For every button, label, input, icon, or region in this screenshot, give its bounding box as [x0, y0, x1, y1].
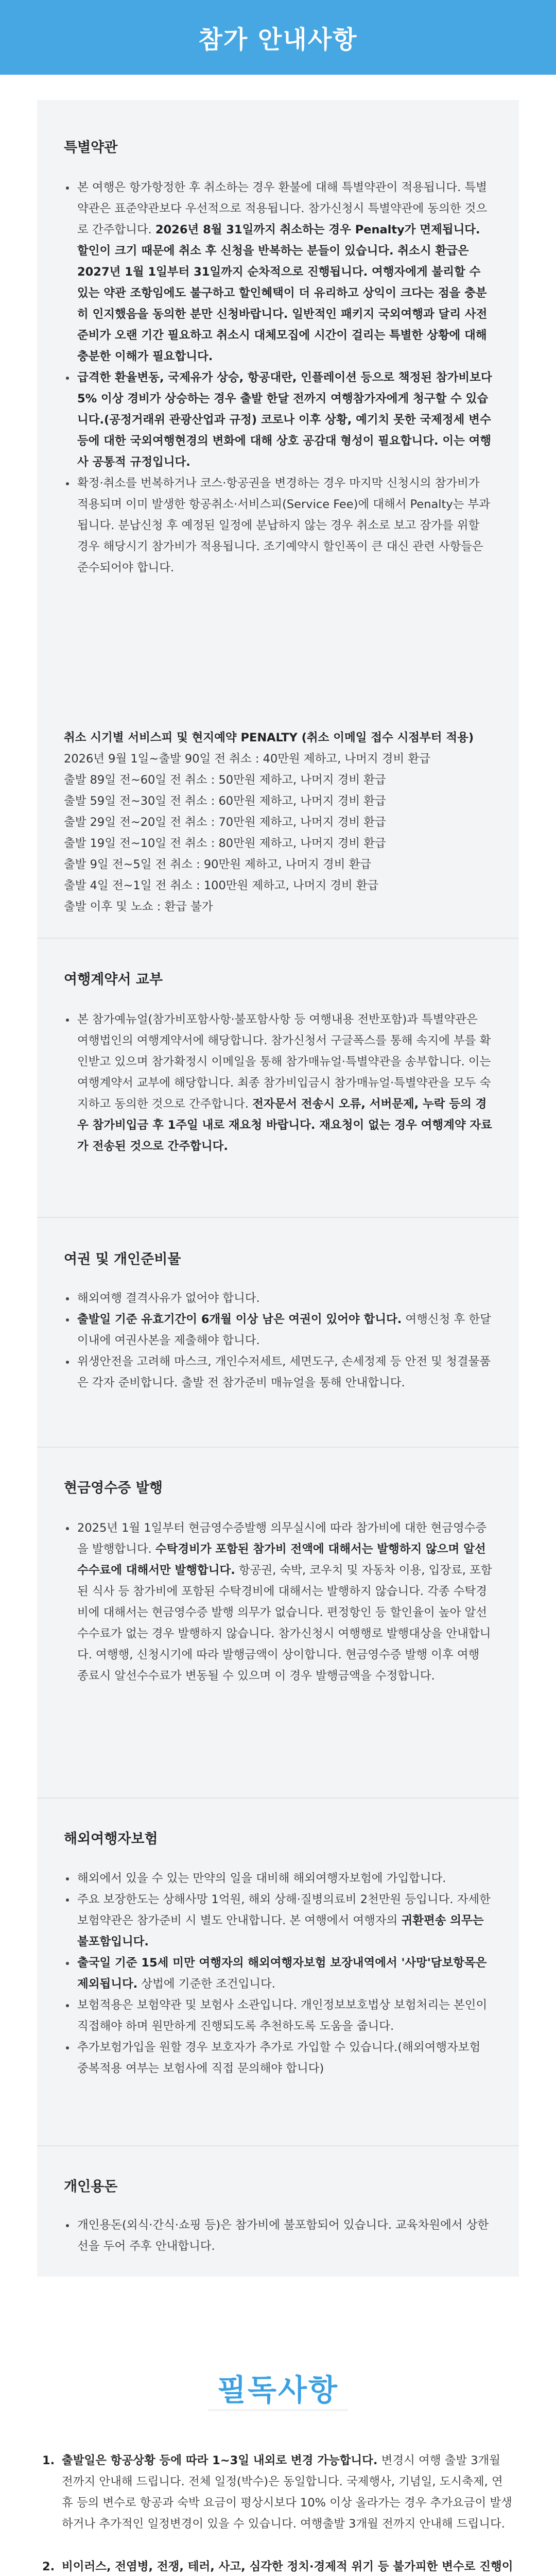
item-text: 변경시 여행 출발 3개월 전까지 안내해 드립니다. 전체 일정(박수)은 동일합니다. 국제행사, 기념일, 도시축제, 연휴 등의 변수로 항공과 숙박 요금이 평상시보다 10% 이상 올라가는 경우 추가요금이 발생하거나 추가적인 일정변경이 있을 수 있습니다. 여행출발 3개월 전까지 안내해 드립니다.	[62, 2454, 512, 2531]
section-title-receipt: 현금영수증 발행	[64, 1480, 163, 1496]
penalty-row: 출발 9일 전~5일 전 취소 : 90만원 제하고, 나머지 경비 환급	[64, 858, 372, 871]
contract-body	[64, 1009, 492, 1157]
receipt-text: 항공권, 숙박, 코우치 및 자동차 이용, 입장료, 포함된 식사 등 참가비에 포함된 수탁경비에 대해서는 발행하지 않습니다. 각종 수탁경비에 대해서는 현금영수증 발행 의무가 없습니다. 편정항인 등 할인율이 높아 알선수수료가 없는 경우 발행하지 않습니다. 참가신청시 여행행로 발행대상을 안내합니다. 여행행, 신청시기에 따라 발행금액이 상이합니다. 현금영수증 발행 이후 여행 종료시 알선수수료가 변동될 수 있으며 이 경우 발행금액을 수정합니다.	[77, 1564, 492, 1683]
receipt-bold: 수탁경비가 포함된 참가비 전액에 대해서는 발행하지 않으며 알선수수료에 대해서만 발행합니다.	[77, 1543, 486, 1577]
item-number: 1.	[42, 2454, 55, 2467]
penalty-row: 출발 89일 전~60일 전 취소 : 50만원 제하고, 나머지 경비 환급	[64, 773, 386, 787]
insurance-body	[64, 1868, 492, 2079]
receipt-item	[64, 1518, 492, 1687]
section-title-special-terms: 특별약관	[64, 140, 118, 156]
insurance-item: 추가보험가입을 원할 경우 보호자가 추가로 가입할 수 있습니다.(해외여행자보험 중복적용 여부는 보험사에 직접 문의해야 합니다)	[64, 2037, 492, 2079]
passport-item: 해외여행 결격사유가 없어야 합니다.	[64, 1288, 492, 1309]
must-read-underline	[208, 2409, 348, 2411]
penalty-row: 출발 19일 전~10일 전 취소 : 80만원 제하고, 나머지 경비 환급	[64, 837, 386, 850]
penalty-block	[64, 727, 492, 918]
special-terms-body	[64, 177, 492, 579]
special-terms-item	[64, 367, 492, 473]
item-bold: 비이러스, 전염병, 전쟁, 테러, 사고, 심각한 정치·경제적 위기 등 불가피한 변수로 진행이	[62, 2560, 513, 2573]
passport-bold: 출발일 기준 유효기간이 6개월 이상 남은 여권이 있어야 합니다.	[77, 1313, 402, 1326]
section-title-insurance: 해외여행자보험	[64, 1831, 158, 1847]
page-title: 참가 안내사항	[198, 25, 358, 54]
special-terms-text: 본 여행은 항가항정한 후 취소하는 경우 환불에 대해 특별약관이 적용됩니다. 특별약관은 표준약관보다 우선적으로 적용됩니다. 참가신청시 특별약관에 동의한 것으로 간주합니다.	[77, 181, 488, 236]
receipt-text: 2025년 1월 1일부터 현금영수증발행 의무실시에 따라 참가비에 대한 현금영수증을 발행합니다.	[77, 1521, 487, 1556]
divider	[37, 1798, 519, 1799]
passport-text: 여행신청 후 한달 이내에 여권사본을 제출해야 합니다.	[77, 1313, 491, 1347]
insurance-bold: 귀환편송 의무는 불포함입니다.	[77, 1914, 484, 1948]
divider	[37, 1217, 519, 1218]
special-terms-item	[64, 473, 492, 579]
penalty-row: 출발 29일 전~20일 전 취소 : 70만원 제하고, 나머지 경비 환급	[64, 816, 386, 829]
must-read-item	[42, 2450, 514, 2535]
personal-body	[64, 2215, 492, 2257]
item-bold: 출발일은 항공상황 등에 따라 1~3일 내외로 변경 가능합니다.	[62, 2454, 378, 2467]
passport-item: 위생안전을 고려해 마스크, 개인수저세트, 세면도구, 손세정제 등 안전 및 청결물품은 각자 준비합니다. 출발 전 참가준비 매뉴얼을 통해 안내합니다.	[64, 1351, 492, 1394]
special-terms-bold: 급격한 환율변동, 국제유가 상승, 항공대란, 인플레이션 등으로 책정된 참가비보다 5% 이상 경비가 상승하는 경우 출발 한달 전까지 여행참가자에게 청구할 수 있습니다.(공정거래위 관광산업과 규정) 코로나 이후 상황, 예기치 못한 국제정세 변수 등에 대한 국외여행현경의 변화에 대해 상호 공감대 형성이 필요합니다. 이는 여행사 공통적 규정입니다.	[77, 371, 492, 469]
section-title-passport: 여권 및 개인준비물	[64, 1251, 181, 1267]
divider	[37, 1447, 519, 1448]
passport-item	[64, 1309, 492, 1351]
insurance-item	[64, 1889, 492, 1953]
page-header	[0, 0, 556, 75]
insurance-item	[64, 1953, 492, 1995]
must-read-item	[42, 2556, 514, 2576]
insurance-text: 상법에 기준한 조건입니다.	[137, 1977, 275, 1991]
special-terms-item	[64, 177, 492, 367]
notice-card	[37, 100, 519, 2277]
penalty-title: 취소 시기별 서비스피 및 현지예약 PENALTY (취소 이메일 접수 시점부터 적용)	[64, 731, 474, 744]
item-number: 2.	[42, 2560, 55, 2573]
penalty-row: 출발 4일 전~1일 전 취소 : 100만원 제하고, 나머지 경비 환급	[64, 879, 379, 892]
penalty-row: 2026년 9월 1일~출발 90일 전 취소 : 40만원 제하고, 나머지 경비 환급	[64, 752, 430, 766]
penalty-row: 출발 이후 및 노쇼 : 환급 불가	[64, 900, 213, 913]
contract-item	[64, 1009, 492, 1157]
special-terms-text: 확정·취소를 번복하거나 코스·항공권을 변경하는 경우 마지막 신청시의 참가비가 적용되며 이미 발생한 항공취소·서비스피(Service Fee)에 대해서 Penalty는 부과됩니다. 분납신청 후 예정된 일정에 분납하지 않는 경우 취소로 보고 잠가를 위할 경우 해당시기 참가비가 적용됩니다. 조기예약시 할인폭이 큰 대신 관련 사항들은 준수되어야 합니다.	[77, 477, 491, 574]
section-title-personal: 개인용돈	[64, 2179, 118, 2195]
insurance-text: 주요 보장한도는 상해사망 1억원, 해외 상해·질병의료비 2천만원 등입니다. 자세한 보험약관은 참가준비 시 별도 안내합니다. 본 여행에서 여행자의	[77, 1893, 491, 1927]
personal-item: 개인용돈(외식·간식·쇼핑 등)은 참가비에 불포함되어 있습니다. 교육차원에서 상한선을 두어 주후 안내합니다.	[64, 2215, 492, 2257]
insurance-item: 보험적용은 보험약관 및 보험사 소관입니다. 개인정보보호법상 보험처리는 본인이 직접해야 하며 원만하게 진행되도록 추천하도록 도움을 줍니다.	[64, 1995, 492, 2037]
insurance-item: 해외에서 있을 수 있는 만약의 일을 대비해 해외여행자보험에 가입합니다.	[64, 1868, 492, 1889]
contract-text: 본 참가예뉴얼(참가비포함사항·불포함사항 등 여행내용 전반포함)과 특별약관은 여행법인의 여행계약서에 해당합니다. 참가신청서 구글폭스를 통해 속지에 부를 확인받고 있으며 참가확정시 이메일을 통해 참가매뉴얼·특별약관을 송부합니다. 이는 여행계약서 교부에 해당합니다. 최종 참가비입금시 참가매뉴얼·특별약관을 모두 숙지하고 동의한 것으로 간주합니다.	[77, 1013, 491, 1111]
divider	[37, 938, 519, 939]
penalty-row: 출발 59일 전~30일 전 취소 : 60만원 제하고, 나머지 경비 환급	[64, 794, 386, 808]
divider	[37, 2145, 519, 2146]
passport-body	[64, 1288, 492, 1394]
special-terms-bold: 2026년 8월 31일까지 취소하는 경우 Penalty가 면제됩니다. 할인이 크기 때문에 취소 후 신청을 반복하는 분들이 있습니다. 취소시 환급은 2027년 1월 1일부터 31일까지 순차적으로 진행됩니다. 여행자에게 불리할 수 있는 약관 조항임에도 불구하고 할인혜택이 더 유리하고 상익이 크다는 점을 충분히 인지했음을 동의한 분만 신청바랍니다. 일반적인 패키지 국외여행과 달리 사전 준비가 오랜 기간 필요하고 취소시 대체모집에 시간이 걸리는 특별한 상황에 대해 충분한 이해가 필요합니다.	[77, 223, 488, 363]
must-read-list	[42, 2450, 514, 2576]
section-title-contract: 여행계약서 교부	[64, 972, 163, 988]
receipt-body	[64, 1518, 492, 1687]
contract-bold: 전자문서 전송시 오류, 서버문제, 누락 등의 경우 참가비입금 후 1주일 내로 재요청 바랍니다. 재요청이 없는 경우 여행계약 자료가 전송된 것으로 간주합니다.	[77, 1097, 492, 1153]
insurance-bold: 출국일 기준 15세 미만 여행자의 해외여행자보험 보장내역에서 '사망'담보항목은 제외됩니다.	[77, 1956, 487, 1991]
must-read-title: 필독사항	[217, 2372, 339, 2408]
